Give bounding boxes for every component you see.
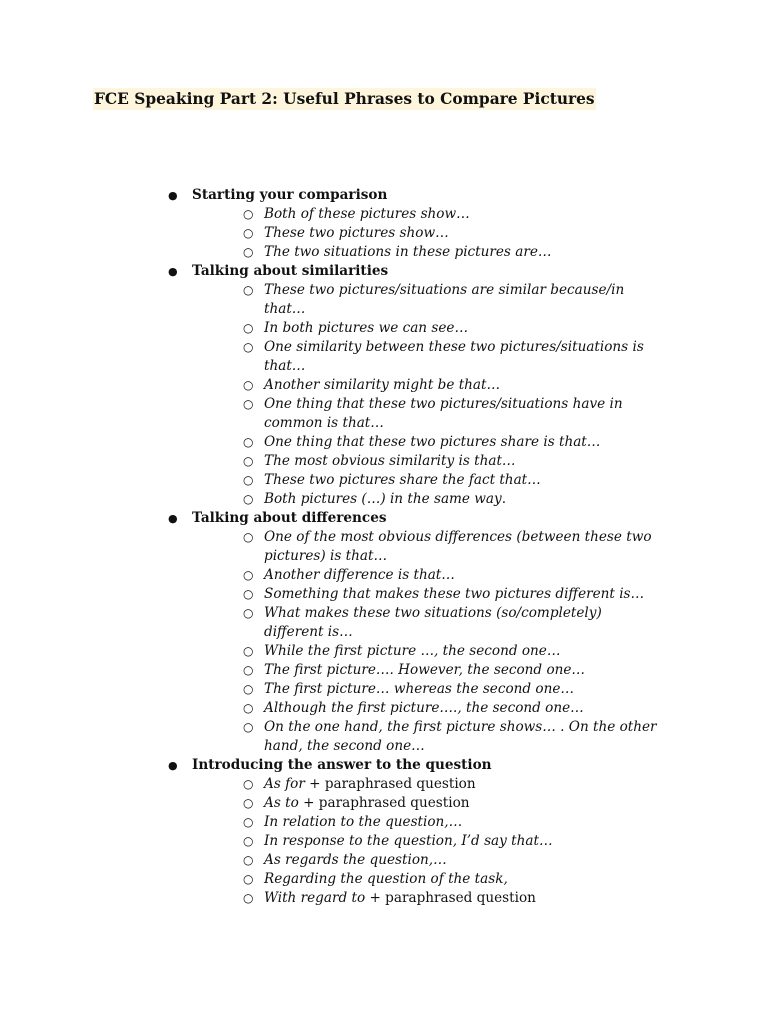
phrase-item (243, 452, 664, 471)
phrase-text: The first picture… whereas the second one… (264, 681, 574, 697)
phrase-item (243, 528, 664, 566)
section-item (166, 509, 686, 756)
circle-bullet-icon: ○ (243, 378, 254, 392)
circle-bullet-icon: ○ (243, 568, 254, 582)
circle-bullet-icon: ○ (243, 492, 254, 506)
circle-bullet-icon: ○ (243, 454, 254, 468)
circle-bullet-icon: ○ (243, 853, 254, 867)
phrase-text: In both pictures we can see… (264, 320, 469, 336)
circle-bullet-icon: ○ (243, 834, 254, 848)
phrase-sublist (243, 281, 686, 509)
circle-bullet-icon: ○ (243, 720, 254, 734)
phrase-text: In response to the question, I’d say that… (264, 833, 553, 849)
phrase-item (243, 604, 664, 642)
phrase-text: As regards the question,… (264, 852, 447, 868)
phrase-item (243, 642, 664, 661)
phrase-item (243, 585, 664, 604)
circle-bullet-icon: ○ (243, 207, 254, 221)
phrase-item (243, 319, 664, 338)
phrase-item (243, 775, 664, 794)
section-item (166, 186, 686, 262)
bullet-icon: ● (168, 759, 178, 772)
circle-bullet-icon: ○ (243, 682, 254, 696)
document-title: FCE Speaking Part 2: Useful Phrases to Compare Pictures (94, 90, 595, 108)
phrase-text: One thing that these two pictures/situations have in common is that… (264, 396, 623, 431)
phrase-text: One of the most obvious differences (between these two pictures) is that… (264, 529, 652, 564)
circle-bullet-icon: ○ (243, 872, 254, 886)
section-item (166, 262, 686, 509)
phrase-text: Something that makes these two pictures different is… (264, 586, 645, 602)
phrase-text: These two pictures/situations are similar because/in that… (264, 282, 625, 317)
section-heading: Starting your comparison (192, 187, 388, 203)
phrase-text: On the one hand, the first picture shows… . On the other hand, the second one… (264, 719, 657, 754)
phrase-text: Another difference is that… (264, 567, 455, 583)
bullet-icon: ● (168, 512, 178, 525)
phrase-text: One similarity between these two pictures/situations is that… (264, 339, 644, 374)
phrase-text: Both pictures (…) in the same way (264, 491, 502, 507)
section-heading: Introducing the answer to the question (192, 757, 492, 773)
phrase-text: With regard to (264, 890, 366, 906)
phrase-item (243, 376, 664, 395)
phrase-text: As for (264, 776, 305, 792)
circle-bullet-icon: ○ (243, 397, 254, 411)
circle-bullet-icon: ○ (243, 663, 254, 677)
circle-bullet-icon: ○ (243, 644, 254, 658)
phrase-text: Another similarity might be that… (264, 377, 501, 393)
circle-bullet-icon: ○ (243, 435, 254, 449)
section-heading: Talking about similarities (192, 263, 389, 279)
phrase-item (243, 243, 664, 262)
phrase-text: As to (264, 795, 299, 811)
phrase-item (243, 680, 664, 699)
phrase-item (243, 832, 664, 851)
circle-bullet-icon: ○ (243, 530, 254, 544)
phrase-item (243, 338, 664, 376)
phrase-suffix: + paraphrased question (304, 776, 476, 792)
phrase-text: While the first picture …, the second one… (264, 643, 561, 659)
phrase-sublist (243, 775, 686, 908)
phrase-sublist (243, 205, 686, 262)
phrase-suffix: + paraphrased question (298, 795, 470, 811)
phrase-suffix: . (501, 491, 507, 507)
circle-bullet-icon: ○ (243, 777, 254, 791)
circle-bullet-icon: ○ (243, 473, 254, 487)
circle-bullet-icon: ○ (243, 606, 254, 620)
phrase-item (243, 794, 664, 813)
circle-bullet-icon: ○ (243, 701, 254, 715)
phrase-item (243, 281, 664, 319)
circle-bullet-icon: ○ (243, 226, 254, 240)
phrase-text: The first picture…. However, the second one… (264, 662, 586, 678)
bullet-icon: ● (168, 189, 178, 202)
phrase-text: Although the first picture…., the second one… (264, 700, 584, 716)
phrase-item (243, 471, 664, 490)
circle-bullet-icon: ○ (243, 796, 254, 810)
phrase-item (243, 661, 664, 680)
circle-bullet-icon: ○ (243, 245, 254, 259)
phrase-text: Regarding the question of the task, (264, 871, 508, 887)
phrase-list (166, 186, 686, 908)
phrase-text: The two situations in these pictures are… (264, 244, 552, 260)
phrase-item (243, 699, 664, 718)
phrase-text: In relation to the question,… (264, 814, 463, 830)
phrase-item (243, 889, 664, 908)
circle-bullet-icon: ○ (243, 340, 254, 354)
phrase-text: These two pictures show… (264, 225, 449, 241)
section-heading: Talking about differences (192, 510, 387, 526)
circle-bullet-icon: ○ (243, 321, 254, 335)
phrase-item (243, 813, 664, 832)
phrase-text: What makes these two situations (so/completely) different is… (264, 605, 602, 640)
phrase-text: Both of these pictures show… (264, 206, 470, 222)
bullet-icon: ● (168, 265, 178, 278)
phrase-item (243, 851, 664, 870)
phrase-text: One thing that these two pictures share is that… (264, 434, 601, 450)
phrase-item (243, 395, 664, 433)
circle-bullet-icon: ○ (243, 891, 254, 905)
section-list (166, 186, 686, 908)
phrase-item (243, 433, 664, 452)
phrase-item (243, 224, 664, 243)
phrase-item (243, 718, 664, 756)
phrase-item (243, 870, 664, 889)
phrase-suffix: + paraphrased question (365, 890, 536, 906)
phrase-text: The most obvious similarity is that… (264, 453, 516, 469)
section-item (166, 756, 686, 908)
circle-bullet-icon: ○ (243, 283, 254, 297)
circle-bullet-icon: ○ (243, 587, 254, 601)
phrase-item (243, 205, 664, 224)
phrase-item (243, 490, 664, 509)
phrase-item (243, 566, 664, 585)
phrase-sublist (243, 528, 686, 756)
circle-bullet-icon: ○ (243, 815, 254, 829)
phrase-text: These two pictures share the fact that… (264, 472, 541, 488)
